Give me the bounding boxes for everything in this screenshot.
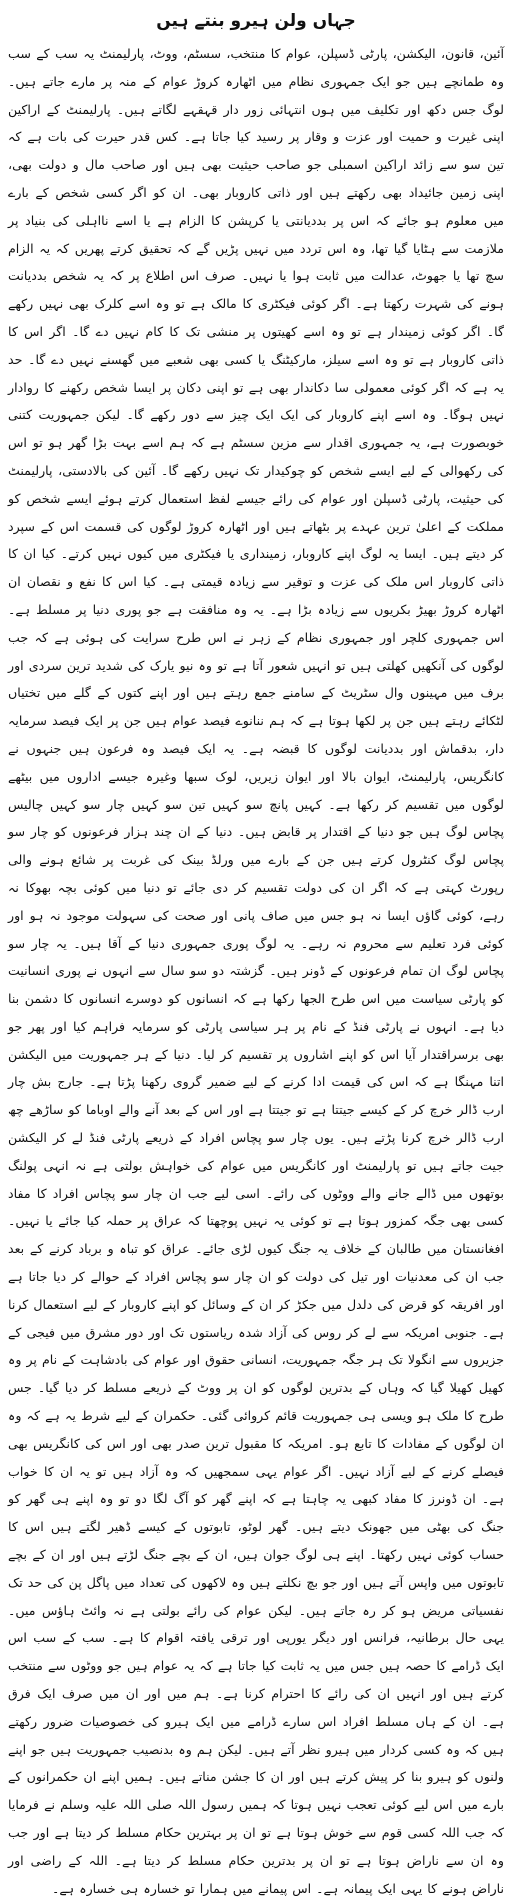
article-title: جہاں ولن ہیرو بنتے ہیں (156, 11, 356, 31)
article-body: آئین، قانون، الیکشن، پارٹی ڈسپلن، عوام کا منتخب، سسٹم، ووٹ، پارلیمنٹ یہ سب کے سب وہ طمانچے ہیں جو ایک جمہوری نظام میں اٹھارہ کروڑ عوام کے منہ پر مارے جاتے ہیں۔ لوگ جس دکھ اور تکلیف میں ہوں انتہائی زور دار قہقہے لگاتے ہیں۔ پارلیمنٹ کے اراکین اپنی غیرت و حمیت اور عزت و وقار پر رسید کیا جاتا ہے۔ کس قدر حیرت کی بات ہے کہ تین سو سے زائد اراکین اسمبلی جو صاحب حیثیت بھی ہیں اور صاحب مال و دولت بھی، اپنی زمین جائیداد بھی رکھتے ہیں اور ذاتی کاروبار بھی۔ ان کو اگر کسی شخص کے بارے میں معلوم ہو جائے کہ اس پر بددیانتی یا کرپشن کا الزام ہے یا اسے نااہلی کی بنیاد پر ملازمت سے ہٹایا گیا تھا، وہ اس تردد میں نہیں پڑیں گے کہ تحقیق کرتے پھریں کہ یہ الزام سچ تھا یا جھوٹ، عدالت میں ثابت ہوا یا نہیں۔ صرف اس اطلاع پر کہ یہ شخص بددیانت ہونے کی شہرت رکھتا ہے۔ اگر کوئی فیکٹری کا مالک ہے تو وہ اسے کلرک بھی نہیں رکھے گا۔ اگر کوئی زمیندار ہے تو وہ اسے کھیتوں پر منشی تک کا کام نہیں دے گا۔ اگر اس کا ذاتی کاروبار ہے تو وہ اسے سیلز، مارکیٹنگ یا کسی بھی شعبے میں گھسنے نہیں دے گا۔ حد یہ ہے کہ اگر کوئی معمولی سا دکاندار بھی ہے تو اپنی دکان پر ایسا شخص رکھنے کا روادار نہیں ہوگا۔ وہ اسے اپنے کاروبار کی ایک ایک چیز سے دور رکھے گا۔ لیکن جمہوریت کتنی خوبصورت ہے، یہ جمہوری اقدار سے مزین سسٹم ہے کہ ہم اسے بہت بڑا گھر ہو تو اس کی رکھوالی کے لیے ایسے شخص کو چوکیدار تک نہیں رکھے گا۔ آئین کی بالادستی، پارلیمنٹ کی حیثیت، پارٹی ڈسپلن اور عوام کی رائے جیسے لفظ استعمال کرتے ہوئے ایسے شخص کو مملکت کے اعلیٰ ترین عہدے پر بٹھاتے ہیں اور اٹھارہ کروڑ لوگوں کی قسمت اس کے سپرد کر دیتے ہیں۔ ایسا یہ لوگ اپنے کاروبار، زمینداری یا فیکٹری میں کیوں نہیں کرتے۔ کیا ان کا ذاتی کاروبار اس ملک کی عزت و توقیر سے زیادہ قیمتی ہے۔ کیا اس کا نفع و نقصان ان اٹھارہ کروڑ بھیڑ بکریوں سے زیادہ بڑا ہے۔ یہ وہ منافقت ہے جو پوری دنیا پر مسلط ہے۔ اس جمہوری کلچر اور جمہوری نظام کے زہر نے اس طرح سرایت کی ہوئی ہے کہ جب لوگوں کی آنکھیں کھلتی ہیں تو انہیں شعور آتا ہے تو وہ نیو یارک کی شدید ترین سردی اور برف میں مہینوں وال سٹریٹ کے سامنے جمع رہتے ہیں اور اپنے کتوں کے گلے میں تختیاں لٹکائے رہتے ہیں جن پر لکھا ہوتا ہے کہ ہم ننانوے فیصد عوام ہیں جن پر ایک فیصد سرمایہ دار، بدقماش اور بددیانت لوگوں کا قبضہ ہے۔ یہ ایک فیصد وہ فرعون ہیں جنہوں نے کانگریس، پارلیمنٹ، ایوان بالا اور ایوان زیریں، لوک سبھا وغیرہ جیسے اداروں میں بیٹھے لوگوں میں تقسیم کر رکھا ہے۔ کہیں پانچ سو کہیں تین سو کہیں چار سو کہیں چالیس پچاس لوگ ہیں جو دنیا کے اقتدار پر قابض ہیں۔ دنیا کے ان چند ہزار فرعونوں کو چار سو پچاس لوگ کنٹرول کرتے ہیں جن کے بارے میں ورلڈ بینک کی غربت پر شائع ہونے والی رپورٹ کہتی ہے کہ اگر ان کی دولت تقسیم کر دی جائے تو دنیا میں کوئی بچہ بھوکا نہ رہے، کوئی گاؤں ایسا نہ ہو جس میں صاف پانی اور صحت کی سہولت موجود نہ ہو اور کوئی فرد تعلیم سے محروم نہ رہے۔ یہ لوگ پوری جمہوری دنیا کے آقا ہیں۔ یہ چار سو پچاس لوگ ان تمام فرعونوں کے ڈونر ہیں۔ گزشتہ دو سو سال سے انہوں نے پوری انسانیت کو پارٹی سیاست میں اس طرح الجھا رکھا ہے کہ انسانوں کو دوسرے انسانوں کا دشمن بنا دیا ہے۔ انہوں نے پارٹی فنڈ کے نام پر ہر سیاسی پارٹی کو سرمایہ فراہم کیا اور پھر جو بھی برسراقتدار آیا اس کو اپنے اشاروں پر تقسیم کر لیا۔ دنیا کے ہر جمہوریت میں الیکشن اتنا مہنگا ہے کہ اس کی قیمت ادا کرنے کے لیے ضمیر گروی رکھنا پڑتا ہے۔ جارج بش چار ارب ڈالر خرچ کر کے کیسے جیتتا ہے تو جیتتا ہے اور اس کے بعد آنے والے اوباما کو ساڑھے چھ ارب ڈالر خرچ کرنا پڑتے ہیں۔ یوں چار سو پچاس افراد کے ذریعے پارٹی فنڈ لے کر الیکشن جیت جاتے ہیں تو پارلیمنٹ اور کانگریس میں عوام کی خواہش بولتی ہے نہ انہی پولنگ بوتھوں میں ڈالے جانے والے ووٹوں کی رائے۔ اسی لیے جب ان چار سو پچاس افراد کا مفاد کسی بھی جگہ کمزور ہوتا ہے تو کوئی یہ نہیں پوچھتا کہ عراق پر حملہ کیا جائے یا نہیں۔ افغانستان میں طالبان کے خلاف یہ جنگ کیوں لڑی جائے۔ عراق کو تباہ و برباد کرنے کے بعد جب ان کی معدنیات اور تیل کی دولت کو ان چار سو پچاس افراد کے حوالے کر دیا جاتا ہے اور افریقہ کو قرض کی دلدل میں جکڑ کر ان کے وسائل کو اپنے کاروبار کے لیے استعمال کرنا ہے۔ جنوبی امریکہ سے لے کر روس کی آزاد شدہ ریاستوں تک اور دور مشرق میں فیجی کے جزیروں سے انگولا تک ہر جگہ جمہوریت، انسانی حقوق اور عوام کی بادشاہت کے نام پر وہ کھیل کھیلا گیا کہ وہاں کے بدترین لوگوں کو ان پر ووٹ کے ذریعے مسلط کر دیا گیا۔ جس طرح کا ملک ہو ویسی ہی جمہوریت قائم کروائی گئی۔ حکمران کے لیے شرط یہ ہے کہ وہ ان لوگوں کے مفادات کا تابع ہو۔ امریکہ کا مقبول ترین صدر بھی اور اس کی کانگریس بھی فیصلے کرنے کے لیے آزاد نہیں۔ اگر عوام یہی سمجھیں کہ وہ آزاد ہیں تو یہ ان کا خواب ہے۔ ان ڈونرز کا مفاد کبھی یہ چاہتا ہے کہ اپنے گھر کو آگ لگا دو تو وہ اپنے ہی گھر کو جنگ کی بھٹی میں جھونک دیتے ہیں۔ گھر لوٹو، تابوتوں کے کیسے ڈھیر لگتے ہیں اس کا حساب کوئی نہیں رکھتا۔ اپنے ہی لوگ جوان ہیں، ان کے بچے جنگ لڑتے ہیں اور ان کے بچے تابوتوں میں واپس آتے ہیں اور جو بچ نکلتے ہیں وہ لاکھوں کی تعداد میں پاگل پن کی حد تک نفسیاتی مریض ہو کر رہ جاتے ہیں۔ لیکن عوام کی رائے بولتی ہے نہ وائٹ ہاؤس میں۔ یہی حال برطانیہ، فرانس اور دیگر یورپی اور ترقی یافتہ اقوام کا ہے۔ سب کے سب اس ایک ڈرامے کا حصہ ہیں جس میں یہ ثابت کیا جاتا ہے کہ یہ عوام ہیں جو ووٹوں سے منتخب کرتے ہیں اور انہیں ان کی رائے کا احترام کرنا ہے۔ ہم میں اور ان میں صرف ایک فرق ہے۔ ان کے ہاں مسلط افراد اس سارے ڈرامے میں ایک ہیرو کی خصوصیات ضرور رکھتے ہیں کہ وہ کسی کردار میں ہیرو نظر آتے ہیں۔ لیکن ہم وہ بدنصیب جمہوریت ہیں جو اپنے ولنوں کو ہیرو بنا کر پیش کرتے ہیں اور ان کا جشن مناتے ہیں۔ ہمیں اپنے ان حکمرانوں کے بارے میں اس لیے کوئی تعجب نہیں ہوتا کہ ہمیں رسول اللہ صلی اللہ علیہ وسلم نے فرمایا کہ جب اللہ کسی قوم سے خوش ہوتا ہے تو ان پر بہترین حکام مسلط کر دیتا ہے اور جب وہ ان سے ناراض ہوتا ہے تو ان پر بدترین حکام مسلط کر دیتا ہے۔ اللہ کے راضی اور ناراض ہونے کا یہی ایک پیمانہ ہے۔ اس پیمانے میں ہمارا تو خسارہ ہی خسارہ ہے۔ (7, 46, 504, 1896)
